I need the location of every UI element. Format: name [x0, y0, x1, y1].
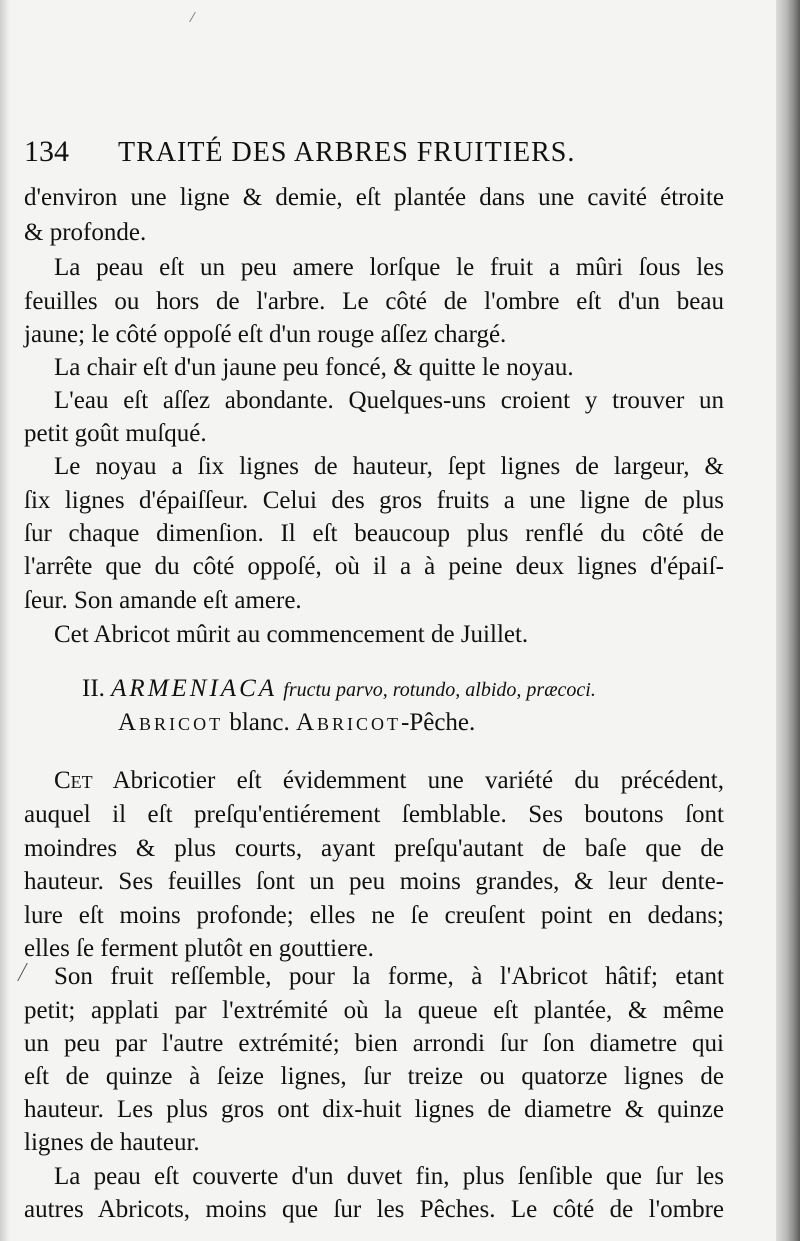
margin-mark — [17, 963, 36, 981]
paragraph-start: L'eau eſt aſſez abondante. Quelques-uns croient y trouver un — [54, 387, 724, 414]
text-line: autres Abricots, moins que ſur les Pêches. Le côté de l'ombre — [24, 1196, 724, 1223]
text-line: un peu par l'autre extrémité; bien arrondi ſur ſon diametre qui — [24, 1030, 724, 1057]
common-name-suffix: -Pêche. — [401, 709, 476, 736]
paragraph-start: Son fruit reſſemble, pour la forme, à l'Abricot hâtif; etant — [54, 963, 724, 990]
page-number: 134 — [24, 135, 69, 168]
entry-numeral: II. — [82, 675, 105, 702]
text-line: elles ſe ferment plutôt en gouttiere. — [24, 935, 374, 962]
text-line: petit goût muſqué. — [24, 420, 207, 447]
pencil-mark — [189, 12, 204, 22]
text-line: ſur chaque dimenſion. Il eſt beaucoup plus renflé du côté de — [24, 520, 724, 547]
common-name-variant: blanc. — [229, 709, 290, 736]
common-name-line — [118, 708, 475, 738]
text-line: hauteur. Ses feuilles ſont un peu moins grandes, & leur dente- — [24, 868, 724, 895]
entry-heading — [82, 674, 596, 705]
common-name: Abricot — [118, 709, 224, 736]
paragraph-start: La peau eſt couverte d'un duvet fin, plus ſenſible que ſur les — [54, 1163, 724, 1190]
text-line: ſeur. Son amande eſt amere. — [24, 587, 302, 614]
text-line: auquel il eſt preſqu'entiérement ſemblable. Ses boutons ſont — [24, 801, 724, 828]
paragraph-start: La chair eſt d'un jaune peu foncé, & quitte le noyau. — [54, 354, 574, 381]
text-line: l'arrête que du côté oppoſé, où il a à peine deux lignes d'épaiſ- — [24, 553, 724, 580]
running-title: TRAITÉ DES ARBRES FRUITIERS. — [118, 137, 576, 168]
text-line: d'environ une ligne & demie, eſt plantée dans une cavité étroite — [24, 184, 724, 211]
text-line: feuilles ou hors de l'arbre. Le côté de l'ombre eſt d'un beau — [24, 288, 724, 315]
paragraph-start: La peau eſt un peu amere lorſque le fruit a mûri ſous les — [54, 254, 724, 281]
text-span: Abricotier eſt évidemment une variété du précédent, — [112, 767, 724, 794]
drop-word: Cet — [54, 767, 93, 794]
paragraph-start — [54, 766, 724, 796]
text-line: jaune; le côté oppoſé eſt d'un rouge aſſez chargé. — [24, 321, 507, 348]
text-line: & profonde. — [24, 219, 147, 246]
paragraph-start: Cet Abricot mûrit au commencement de Juillet. — [54, 621, 529, 648]
text-line: hauteur. Les plus gros ont dix-huit lignes de diametre & quinze — [24, 1096, 724, 1123]
latin-name: ARMENIACA — [111, 675, 278, 702]
page-gutter-shadow — [776, 0, 800, 1241]
page-left-shadow — [0, 0, 10, 1241]
text-line: ſix lignes d'épaiſſeur. Celui des gros fruits a une ligne de plus — [24, 487, 724, 514]
common-name: Abricot — [295, 709, 402, 736]
text-line: eſt de quinze à ſeize lignes, ſur treize ou quatorze lignes de — [24, 1063, 724, 1090]
latin-description: fructu parvo, rotundo, albido, præcoci. — [283, 679, 596, 701]
text-line: petit; applati par l'extrémité où la queue eſt plantée, & même — [24, 997, 724, 1024]
text-line: moindres & plus courts, ayant preſqu'autant de baſe que de — [24, 835, 724, 862]
text-line: lure eſt moins profonde; elles ne ſe creuſent point en dedans; — [24, 902, 724, 929]
text-line: lignes de hauteur. — [24, 1129, 200, 1156]
paragraph-start: Le noyau a ſix lignes de hauteur, ſept lignes de largeur, & — [54, 453, 724, 480]
